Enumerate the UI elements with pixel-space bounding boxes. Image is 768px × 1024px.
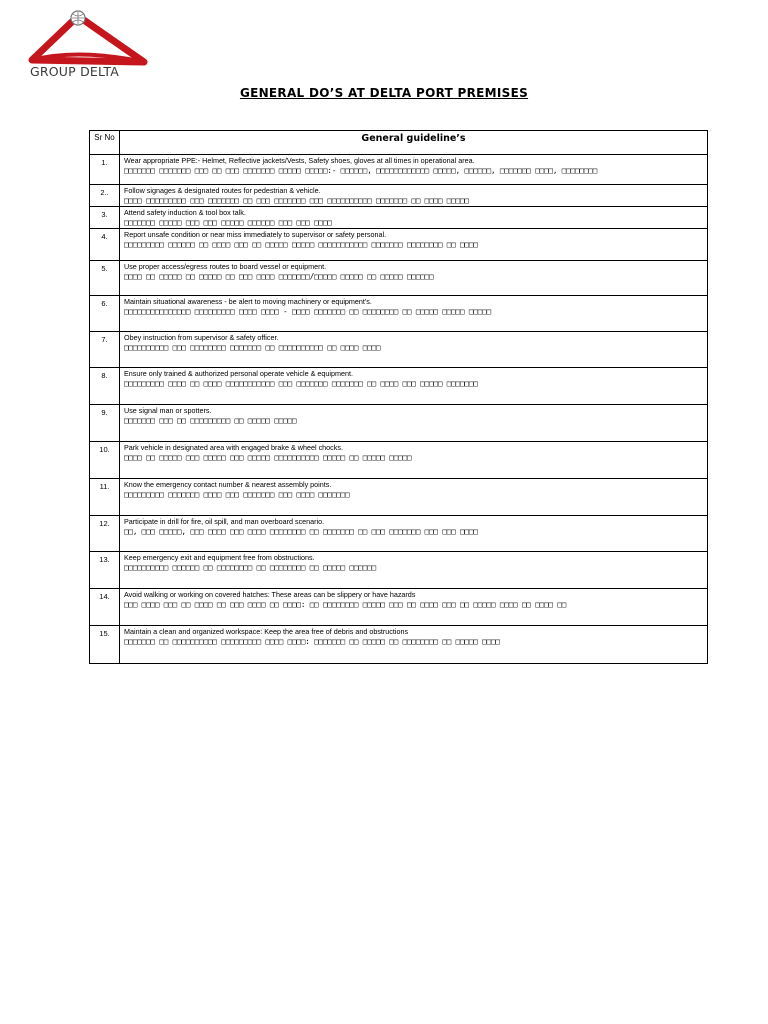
guideline-english: Avoid walking or working on covered hatches: These areas can be slippery or have hazards <box>124 590 416 599</box>
guideline-cell <box>120 229 708 261</box>
guideline-english: Keep emergency exit and equipment free from obstructions. <box>124 553 315 562</box>
guideline-english: Maintain situational awareness - be alert to moving machinery or equipment's. <box>124 297 372 306</box>
table-row <box>90 207 708 229</box>
guideline-english: Use signal man or spotters. <box>124 406 212 415</box>
row-number: 1. <box>90 155 120 185</box>
row-number: 10. <box>90 442 120 479</box>
row-number: 2.. <box>90 185 120 207</box>
table-row <box>90 626 708 664</box>
guideline-hindi: □□□□□□□□□□ □□□□□□ □□ □□□□□□□□ □□ □□□□□□□□ □□ □□□□□ □□□□□□ <box>124 563 377 572</box>
guideline-cell <box>120 296 708 332</box>
row-number: 12. <box>90 516 120 552</box>
row-number: 5. <box>90 261 120 296</box>
guideline-cell <box>120 261 708 296</box>
guideline-hindi: □□□□□□□□□ □□□□□□ □□ □□□□ □□□ □□ □□□□□ □□□□□ □□□□□□□□□□□ □□□□□□□ □□□□□□□□ □□ □□□□ <box>124 240 478 249</box>
guideline-hindi: □□□□□□□□□□ □□□ □□□□□□□□ □□□□□□□ □□ □□□□□□□□□□ □□ □□□□ □□□□ <box>124 343 381 352</box>
guideline-cell <box>120 332 708 368</box>
guidelines-body <box>90 155 708 664</box>
guidelines-table <box>89 130 708 664</box>
table-row <box>90 296 708 332</box>
row-number: 7. <box>90 332 120 368</box>
row-number: 11. <box>90 479 120 516</box>
table-row <box>90 185 708 207</box>
guideline-hindi: □□□□ □□ □□□□□ □□□ □□□□□ □□□ □□□□□ □□□□□□□□□□ □□□□□ □□ □□□□□ □□□□□ <box>124 453 412 462</box>
guideline-english: Follow signages & designated routes for pedestrian & vehicle. <box>124 186 321 195</box>
guideline-english: Use proper access/egress routes to board vessel or equipment. <box>124 262 327 271</box>
guideline-cell <box>120 185 708 207</box>
row-number: 9. <box>90 405 120 442</box>
guideline-cell <box>120 479 708 516</box>
page-title: GENERAL DO’S AT DELTA PORT PREMISES <box>239 86 529 100</box>
guideline-english: Report unsafe condition or near miss immediately to supervisor or safety personal. <box>124 230 387 239</box>
table-row <box>90 229 708 261</box>
guideline-english: Attend safety induction & tool box talk. <box>124 208 246 217</box>
guideline-hindi: □□□□□□□□□ □□□□□□□ □□□□ □□□ □□□□□□□ □□□ □□□□ □□□□□□□ <box>124 490 350 499</box>
guideline-hindi: □□□□□□□ □□ □□□□□□□□□□ □□□□□□□□□ □□□□ □□□□: □□□□□□□ □□ □□□□□ □□ □□□□□□□□ □□ □□□□□ □□□□ <box>124 637 500 646</box>
guideline-english: Participate in drill for fire, oil spill, and man overboard scenario. <box>124 517 325 526</box>
delta-triangle-icon <box>28 8 148 68</box>
table-header-row <box>90 131 708 155</box>
row-number: 13. <box>90 552 120 589</box>
guideline-cell <box>120 626 708 664</box>
header-general-guidelines: General guideline’s <box>120 131 708 155</box>
guideline-cell <box>120 516 708 552</box>
guideline-hindi: □□□□□□□ □□□□□ □□□ □□□ □□□□□ □□□□□□ □□□ □□□ □□□□ <box>124 218 332 227</box>
guideline-english: Wear appropriate PPE:- Helmet, Reflective jackets/Vests, Safety shoes, gloves at all times in operational area. <box>124 156 475 165</box>
guideline-cell <box>120 207 708 229</box>
table-row <box>90 405 708 442</box>
guideline-cell <box>120 442 708 479</box>
guideline-hindi: □□, □□□ □□□□□, □□□ □□□□ □□□ □□□□ □□□□□□□□ □□ □□□□□□□ □□ □□□ □□□□□□□ □□□ □□□ □□□□ <box>124 527 478 536</box>
guideline-cell <box>120 368 708 405</box>
guideline-english: Obey instruction from supervisor & safety officer. <box>124 333 279 342</box>
guideline-hindi: □□□□□□□ □□□□□□□ □□□ □□ □□□ □□□□□□□ □□□□□ □□□□□:- □□□□□□, □□□□□□□□□□□□ □□□□□, □□□□□□, □□□□□□□ □□□□, □□□□□□□□ <box>124 166 598 175</box>
row-number: 3. <box>90 207 120 229</box>
guideline-english: Maintain a clean and organized workspace: Keep the area free of debris and obstructions <box>124 627 409 636</box>
table-row <box>90 368 708 405</box>
header-sr-no: Sr No <box>90 131 120 155</box>
row-number: 4. <box>90 229 120 261</box>
guideline-hindi: □□□□□□□□□□□□□□□ □□□□□□□□□ □□□□ □□□□ - □□□□ □□□□□□□ □□ □□□□□□□□ □□ □□□□□ □□□□□ □□□□□ <box>124 307 492 316</box>
guideline-english: Ensure only trained & authorized personal operate vehicle & equipment. <box>124 369 353 378</box>
guideline-hindi: □□□□ □□ □□□□□ □□ □□□□□ □□ □□□ □□□□ □□□□□□□/□□□□□ □□□□□ □□ □□□□□ □□□□□□ <box>124 272 434 281</box>
table-row <box>90 332 708 368</box>
group-delta-logo <box>28 8 148 80</box>
guideline-english: Park vehicle in designated area with engaged brake & wheel chocks. <box>124 443 343 452</box>
guideline-hindi: □□□□□□□ □□□ □□ □□□□□□□□□ □□ □□□□□ □□□□□ <box>124 416 297 425</box>
row-number: 8. <box>90 368 120 405</box>
table-row <box>90 479 708 516</box>
guideline-hindi: □□□ □□□□ □□□ □□ □□□□ □□ □□□ □□□□ □□ □□□□: □□ □□□□□□□□ □□□□□ □□□ □□ □□□□ □□□ □□ □□□□□ □□□□ □□ □□□□ □□ <box>124 600 567 609</box>
guideline-hindi: □□□□□□□□□ □□□□ □□ □□□□ □□□□□□□□□□□ □□□ □□□□□□□ □□□□□□□ □□ □□□□ □□□ □□□□□ □□□□□□□ <box>124 379 478 388</box>
row-number: 15. <box>90 626 120 664</box>
table-row <box>90 516 708 552</box>
table-row <box>90 261 708 296</box>
table-row <box>90 589 708 626</box>
table-row <box>90 552 708 589</box>
guideline-cell <box>120 589 708 626</box>
guideline-english: Know the emergency contact number & nearest assembly points. <box>124 480 332 489</box>
guideline-cell <box>120 405 708 442</box>
row-number: 14. <box>90 589 120 626</box>
guideline-hindi: □□□□ □□□□□□□□□ □□□ □□□□□□□ □□ □□□ □□□□□□□ □□□ □□□□□□□□□□ □□□□□□□ □□ □□□□ □□□□□ <box>124 196 469 205</box>
table-row <box>90 155 708 185</box>
brand-name: GROUP DELTA <box>30 64 120 79</box>
row-number: 6. <box>90 296 120 332</box>
guideline-cell <box>120 552 708 589</box>
guideline-cell <box>120 155 708 185</box>
table-row <box>90 442 708 479</box>
